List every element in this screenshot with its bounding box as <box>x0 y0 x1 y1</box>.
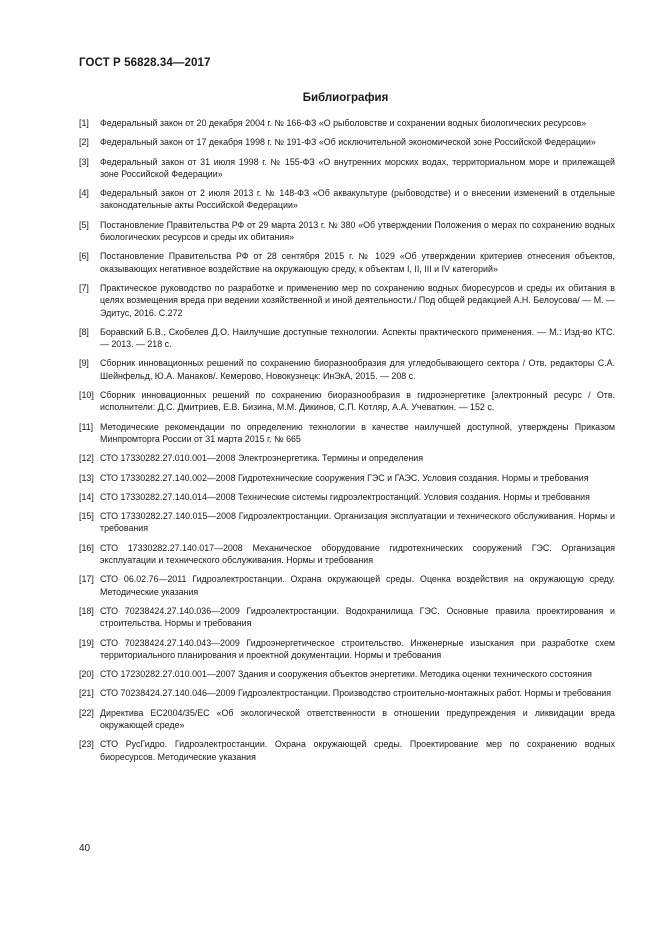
bibliography-item <box>79 668 615 680</box>
reference-number: [10] <box>79 390 94 401</box>
section-title-text: Библиография <box>302 92 389 104</box>
reference-number: [23] <box>79 739 94 750</box>
reference-text: СТО 17330282.27.140.015—2008 Гидроэлектростанции. Организация эксплуатации и технического обслуживания. Нормы и требования <box>100 511 615 534</box>
section-title <box>0 92 661 104</box>
reference-number: [4] <box>79 188 89 199</box>
reference-number: [8] <box>79 326 89 337</box>
bibliography-item <box>79 573 615 598</box>
bibliography-item <box>79 542 615 567</box>
reference-text: Федеральный закон от 17 декабря 1998 г. № 191-ФЗ «Об исключительной экономической зоне Российской Федерации» <box>100 137 596 148</box>
bibliography-item <box>79 637 615 662</box>
bibliography-item <box>79 452 615 464</box>
bibliography-item <box>79 687 615 699</box>
reference-text: Практическое руководство по разработке и применению мер по сохранению водных биоресурсов и среды их обитания в целях возмещения вреда при ведении хозяйственной и иной деятельности./ Под общей редакцией А.Н. Белоусова/ — М. — Эдитус, 2016. С.272 <box>100 282 615 318</box>
reference-text: СТО 17330282.27.140.014—2008 Технические системы гидроэлектростанций. Условия создания. Нормы и требования <box>100 491 590 502</box>
bibliography-list <box>79 117 615 770</box>
reference-text: СТО 06.02.76—2011 Гидроэлектростанции. Охрана окружающей среды. Оценка воздействия на окружающую среду. Методические указания <box>100 574 615 597</box>
page-number: 40 <box>79 843 91 854</box>
reference-text: Федеральный закон от 20 декабря 2004 г. № 166-ФЗ «О рыболовстве и сохранении водных биологических ресурсов» <box>100 118 587 128</box>
reference-number: [3] <box>79 156 89 167</box>
bibliography-item <box>79 357 615 382</box>
bibliography-item <box>79 707 615 732</box>
reference-number: [17] <box>79 574 94 585</box>
bibliography-item <box>79 219 615 244</box>
reference-number: [9] <box>79 358 89 369</box>
bibliography-item <box>79 282 615 319</box>
reference-text: СТО 17230282.27.010.001—2007 Здания и сооружения объектов энергетики. Методика оценки технического состояния <box>100 669 592 680</box>
reference-number: [5] <box>79 219 89 230</box>
reference-number: [1] <box>79 118 89 128</box>
reference-text: Директива EC2004/35/EC «Об экологической ответственности в отношении предупреждения и ликвидации вреда окружающей среде» <box>100 707 615 730</box>
bibliography-item <box>79 491 615 503</box>
reference-number: [13] <box>79 472 94 483</box>
bibliography-item <box>79 389 615 414</box>
bibliography-item <box>79 605 615 630</box>
reference-number: [12] <box>79 453 94 464</box>
reference-text: СТО 17330282.27.010.001—2008 Электроэнергетика. Термины и определения <box>100 453 424 464</box>
reference-number: [7] <box>79 282 89 293</box>
bibliography-item <box>79 136 615 148</box>
bibliography-item <box>79 421 615 446</box>
reference-number: [21] <box>79 688 94 699</box>
reference-text: Постановление Правительства РФ от 28 сентября 2015 г. № 1029 «Об утверждении критериев отнесения объектов, оказывающих негативное воздействие на окружающую среду, к объектам I, II, III и IV категорий» <box>100 251 615 274</box>
reference-text: Постановление Правительства РФ от 29 марта 2013 г. № 380 «Об утверждении Положения о мерах по сохранению водных биологических ресурсов и среды их обитания» <box>100 219 615 243</box>
reference-number: [11] <box>79 421 94 432</box>
reference-text: СТО 70238424.27.140.046—2009 Гидроэлектростанции. Производство строительно-монтажных работ. Нормы и требования <box>100 688 612 699</box>
reference-number: [16] <box>79 542 94 553</box>
reference-text: СТО 70238424.27.140.036—2009 Гидроэлектростанции. Водохранилища ГЭС. Основные правила проектирования и строительства. Нормы и требования <box>100 605 615 629</box>
reference-number: [14] <box>79 491 94 502</box>
reference-text: Федеральный закон от 2 июля 2013 г. № 148-ФЗ «Об аквакультуре (рыбоводстве) и о внесении изменений в отдельные законодательные акты Российской Федерации» <box>100 188 615 211</box>
reference-text: Сборник инновационных решений по сохранению биоразнообразия в гидроэнергетике [электронный ресурс / Отв. исполнители: Д.С. Дмитриев, Е.В. Бизина, М.М. Дикинов, С.П. Котляр, А.А. Учеваткин. — 152 с. <box>100 390 615 413</box>
reference-text: Федеральный закон от 31 июля 1998 г. № 155-ФЗ «О внутренних морских водах, территориальном море и прилежащей зоне Российской Федерации» <box>100 156 615 179</box>
bibliography-item <box>79 472 615 484</box>
reference-number: [15] <box>79 511 94 522</box>
bibliography-item <box>79 250 615 275</box>
reference-text: Сборник инновационных решений по сохранению биоразнообразия для угледобывающего сектора / Отв. редакторы С.А. Шейнфельд, Ю.А. Манаков/. Кемерово, Новокузнецк: ИнЭкА, 2015. — 208 с. <box>100 358 615 381</box>
reference-number: [6] <box>79 251 89 262</box>
reference-number: [22] <box>79 707 94 718</box>
bibliography-item <box>79 117 615 129</box>
bibliography-item <box>79 187 615 212</box>
reference-number: [20] <box>79 669 94 680</box>
reference-text: Методические рекомендации по определению технологии в качестве наилучшей доступной, утверждены Приказом Минпромторга России от 31 марта 2015 г. № 665 <box>100 421 615 444</box>
reference-text: СТО 70238424.27.140.043—2009 Гидроэнергетическое строительство. Инженерные изыскания при разработке схем территориального планирования и проектной документации. Нормы и требования <box>100 637 615 660</box>
reference-number: [2] <box>79 137 89 148</box>
reference-text: Боравский Б.В., Скобелев Д.О. Наилучшие доступные технологии. Аспекты практического применения. — М.: Изд-во КТС. — 2013. — 218 с. <box>100 326 615 350</box>
reference-text: СТО 17330282.27.140.002—2008 Гидротехнические сооружения ГЭС и ГАЭС. Условия создания. Нормы и требования <box>100 472 589 483</box>
reference-text: СТО 17330282.27.140.017—2008 Механическое оборудование гидротехнических сооружений ГЭС. Организация эксплуатации и технического обслуживания. Нормы и требования <box>100 542 615 566</box>
document-header: ГОСТ Р 56828.34—2017 <box>79 57 211 69</box>
bibliography-item <box>79 156 615 181</box>
bibliography-item <box>79 326 615 351</box>
reference-number: [19] <box>79 637 94 648</box>
bibliography-item <box>79 510 615 535</box>
bibliography-item <box>79 738 615 763</box>
reference-text: СТО РусГидро. Гидроэлектростанции. Охрана окружающей среды. Проектирование мер по сохранению водных биоресурсов. Методические указания <box>100 739 615 762</box>
reference-number: [18] <box>79 605 94 616</box>
